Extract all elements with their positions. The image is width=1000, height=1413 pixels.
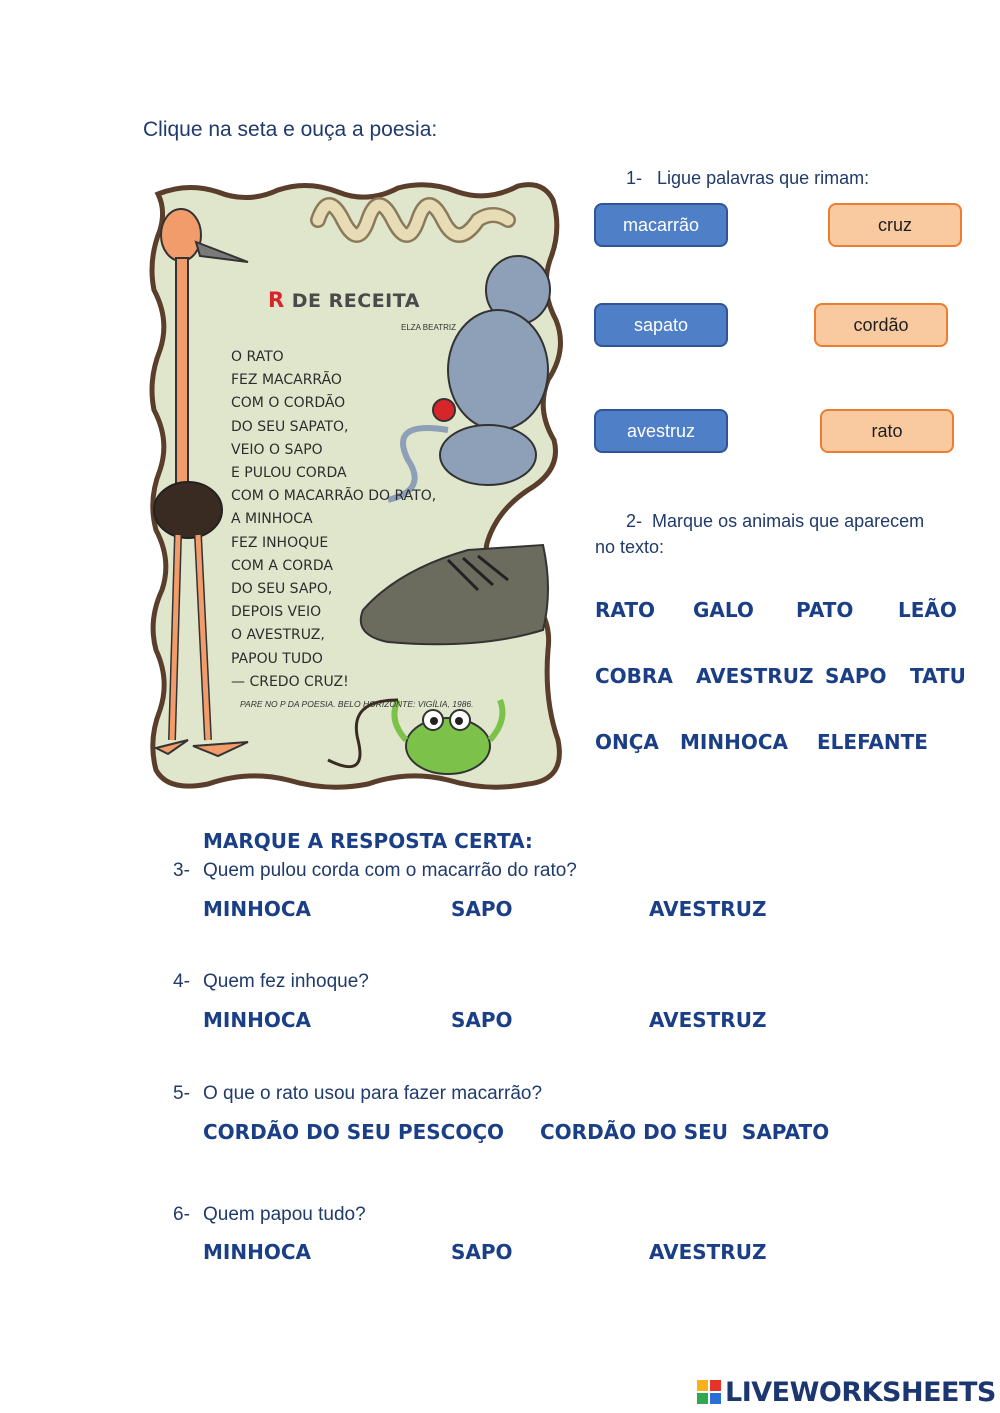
match-left-macarrao[interactable]: macarrão — [594, 203, 728, 247]
match-right-cruz[interactable]: cruz — [828, 203, 962, 247]
animal-option-sapo[interactable]: SAPO — [825, 664, 887, 688]
poem-source: PARE NO P DA POESIA. BELO HORIZONTE: VIGÍLIA, 1986. — [240, 699, 474, 709]
poem-line: PAPOU TUDO — [231, 650, 323, 667]
q3-text: Quem pulou corda com o macarrão do rato? — [203, 860, 577, 881]
poem-line: FEZ MACARRÃO — [231, 372, 342, 389]
animal-option-onca[interactable]: ONÇA — [595, 730, 659, 754]
q4-option-sapo[interactable]: SAPO — [451, 1008, 513, 1032]
poem-line: A MINHOCA — [231, 511, 313, 528]
q6-option-avestruz[interactable]: AVESTRUZ — [649, 1240, 767, 1264]
q3-option-sapo[interactable]: SAPO — [451, 897, 513, 921]
poem-line: DO SEU SAPO, — [231, 581, 333, 598]
poem-line: COM O CORDÃO — [231, 395, 346, 412]
q1-title — [626, 168, 869, 189]
section-title: MARQUE A RESPOSTA CERTA: — [203, 829, 533, 853]
poem-text — [231, 346, 436, 694]
poem-line: COM O MACARRÃO DO RATO, — [231, 488, 437, 505]
liveworksheets-logo-icon — [697, 1380, 721, 1404]
poem-line: COM A CORDA — [231, 557, 333, 574]
q4-option-avestruz[interactable]: AVESTRUZ — [649, 1008, 767, 1032]
q5-option-pescoco[interactable]: CORDÃO DO SEU PESCOÇO — [203, 1120, 505, 1144]
q6-option-sapo[interactable]: SAPO — [451, 1240, 513, 1264]
q6-number: 6- — [173, 1204, 190, 1225]
liveworksheets-logo[interactable] — [697, 1377, 996, 1407]
match-left-sapato[interactable]: sapato — [594, 303, 728, 347]
q5-number: 5- — [173, 1083, 190, 1104]
q3-option-avestruz[interactable]: AVESTRUZ — [649, 897, 767, 921]
q4-option-minhoca[interactable]: MINHOCA — [203, 1008, 311, 1032]
poem-line: O AVESTRUZ, — [231, 627, 325, 644]
poem-line: DEPOIS VEIO — [231, 604, 322, 621]
animal-option-pato[interactable]: PATO — [796, 598, 854, 622]
q3-option-minhoca[interactable]: MINHOCA — [203, 897, 311, 921]
poem-line: O RATO — [231, 349, 284, 365]
animal-option-leao[interactable]: LEÃO — [898, 598, 957, 622]
q6-option-minhoca[interactable]: MINHOCA — [203, 1240, 311, 1264]
q2-title-line2: no texto: — [595, 537, 665, 557]
poem-illustration — [148, 180, 570, 792]
q1-text: Ligue palavras que rimam: — [657, 168, 870, 188]
intro-instruction: Clique na seta e ouça a poesia: — [143, 118, 438, 141]
poem-title-rest: DE RECEITA — [284, 290, 420, 312]
q5-option-sapato[interactable]: CORDÃO DO SEU SAPATO — [540, 1120, 830, 1144]
animal-option-rato[interactable]: RATO — [595, 598, 655, 622]
q4-number: 4- — [173, 971, 190, 992]
animal-option-cobra[interactable]: COBRA — [595, 664, 673, 688]
match-right-rato[interactable]: rato — [820, 409, 954, 453]
liveworksheets-logo-text: LIVEWORKSHEETS — [725, 1376, 996, 1408]
poem-line: FEZ INHOQUE — [231, 534, 329, 551]
poem-line: VEIO O SAPO — [231, 441, 323, 458]
match-right-cordao[interactable]: cordão — [814, 303, 948, 347]
q2-text-line1: Marque os animais que aparecem — [652, 511, 925, 531]
animal-option-tatu[interactable]: TATU — [910, 664, 966, 688]
poem-author: ELZA BEATRIZ — [401, 323, 456, 332]
q1-number: 1- — [626, 168, 643, 188]
animal-option-avestruz[interactable]: AVESTRUZ — [696, 664, 814, 688]
q2-title-line1 — [626, 511, 924, 532]
animal-option-elefante[interactable]: ELEFANTE — [817, 730, 928, 754]
q4-text: Quem fez inhoque? — [203, 971, 369, 992]
poem-line: DO SEU SAPATO, — [231, 418, 349, 435]
poem-title — [268, 288, 420, 312]
animal-option-galo[interactable]: GALO — [693, 598, 754, 622]
q6-text: Quem papou tudo? — [203, 1204, 366, 1225]
poem-line: E PULOU CORDA — [231, 465, 347, 482]
poem-title-letter: R — [268, 288, 285, 312]
q5-text: O que o rato usou para fazer macarrão? — [203, 1083, 543, 1104]
poem-line: — CREDO CRUZ! — [231, 673, 349, 690]
q3-number: 3- — [173, 860, 190, 881]
animal-option-minhoca[interactable]: MINHOCA — [680, 730, 788, 754]
q2-number: 2- — [626, 511, 643, 531]
match-left-avestruz[interactable]: avestruz — [594, 409, 728, 453]
